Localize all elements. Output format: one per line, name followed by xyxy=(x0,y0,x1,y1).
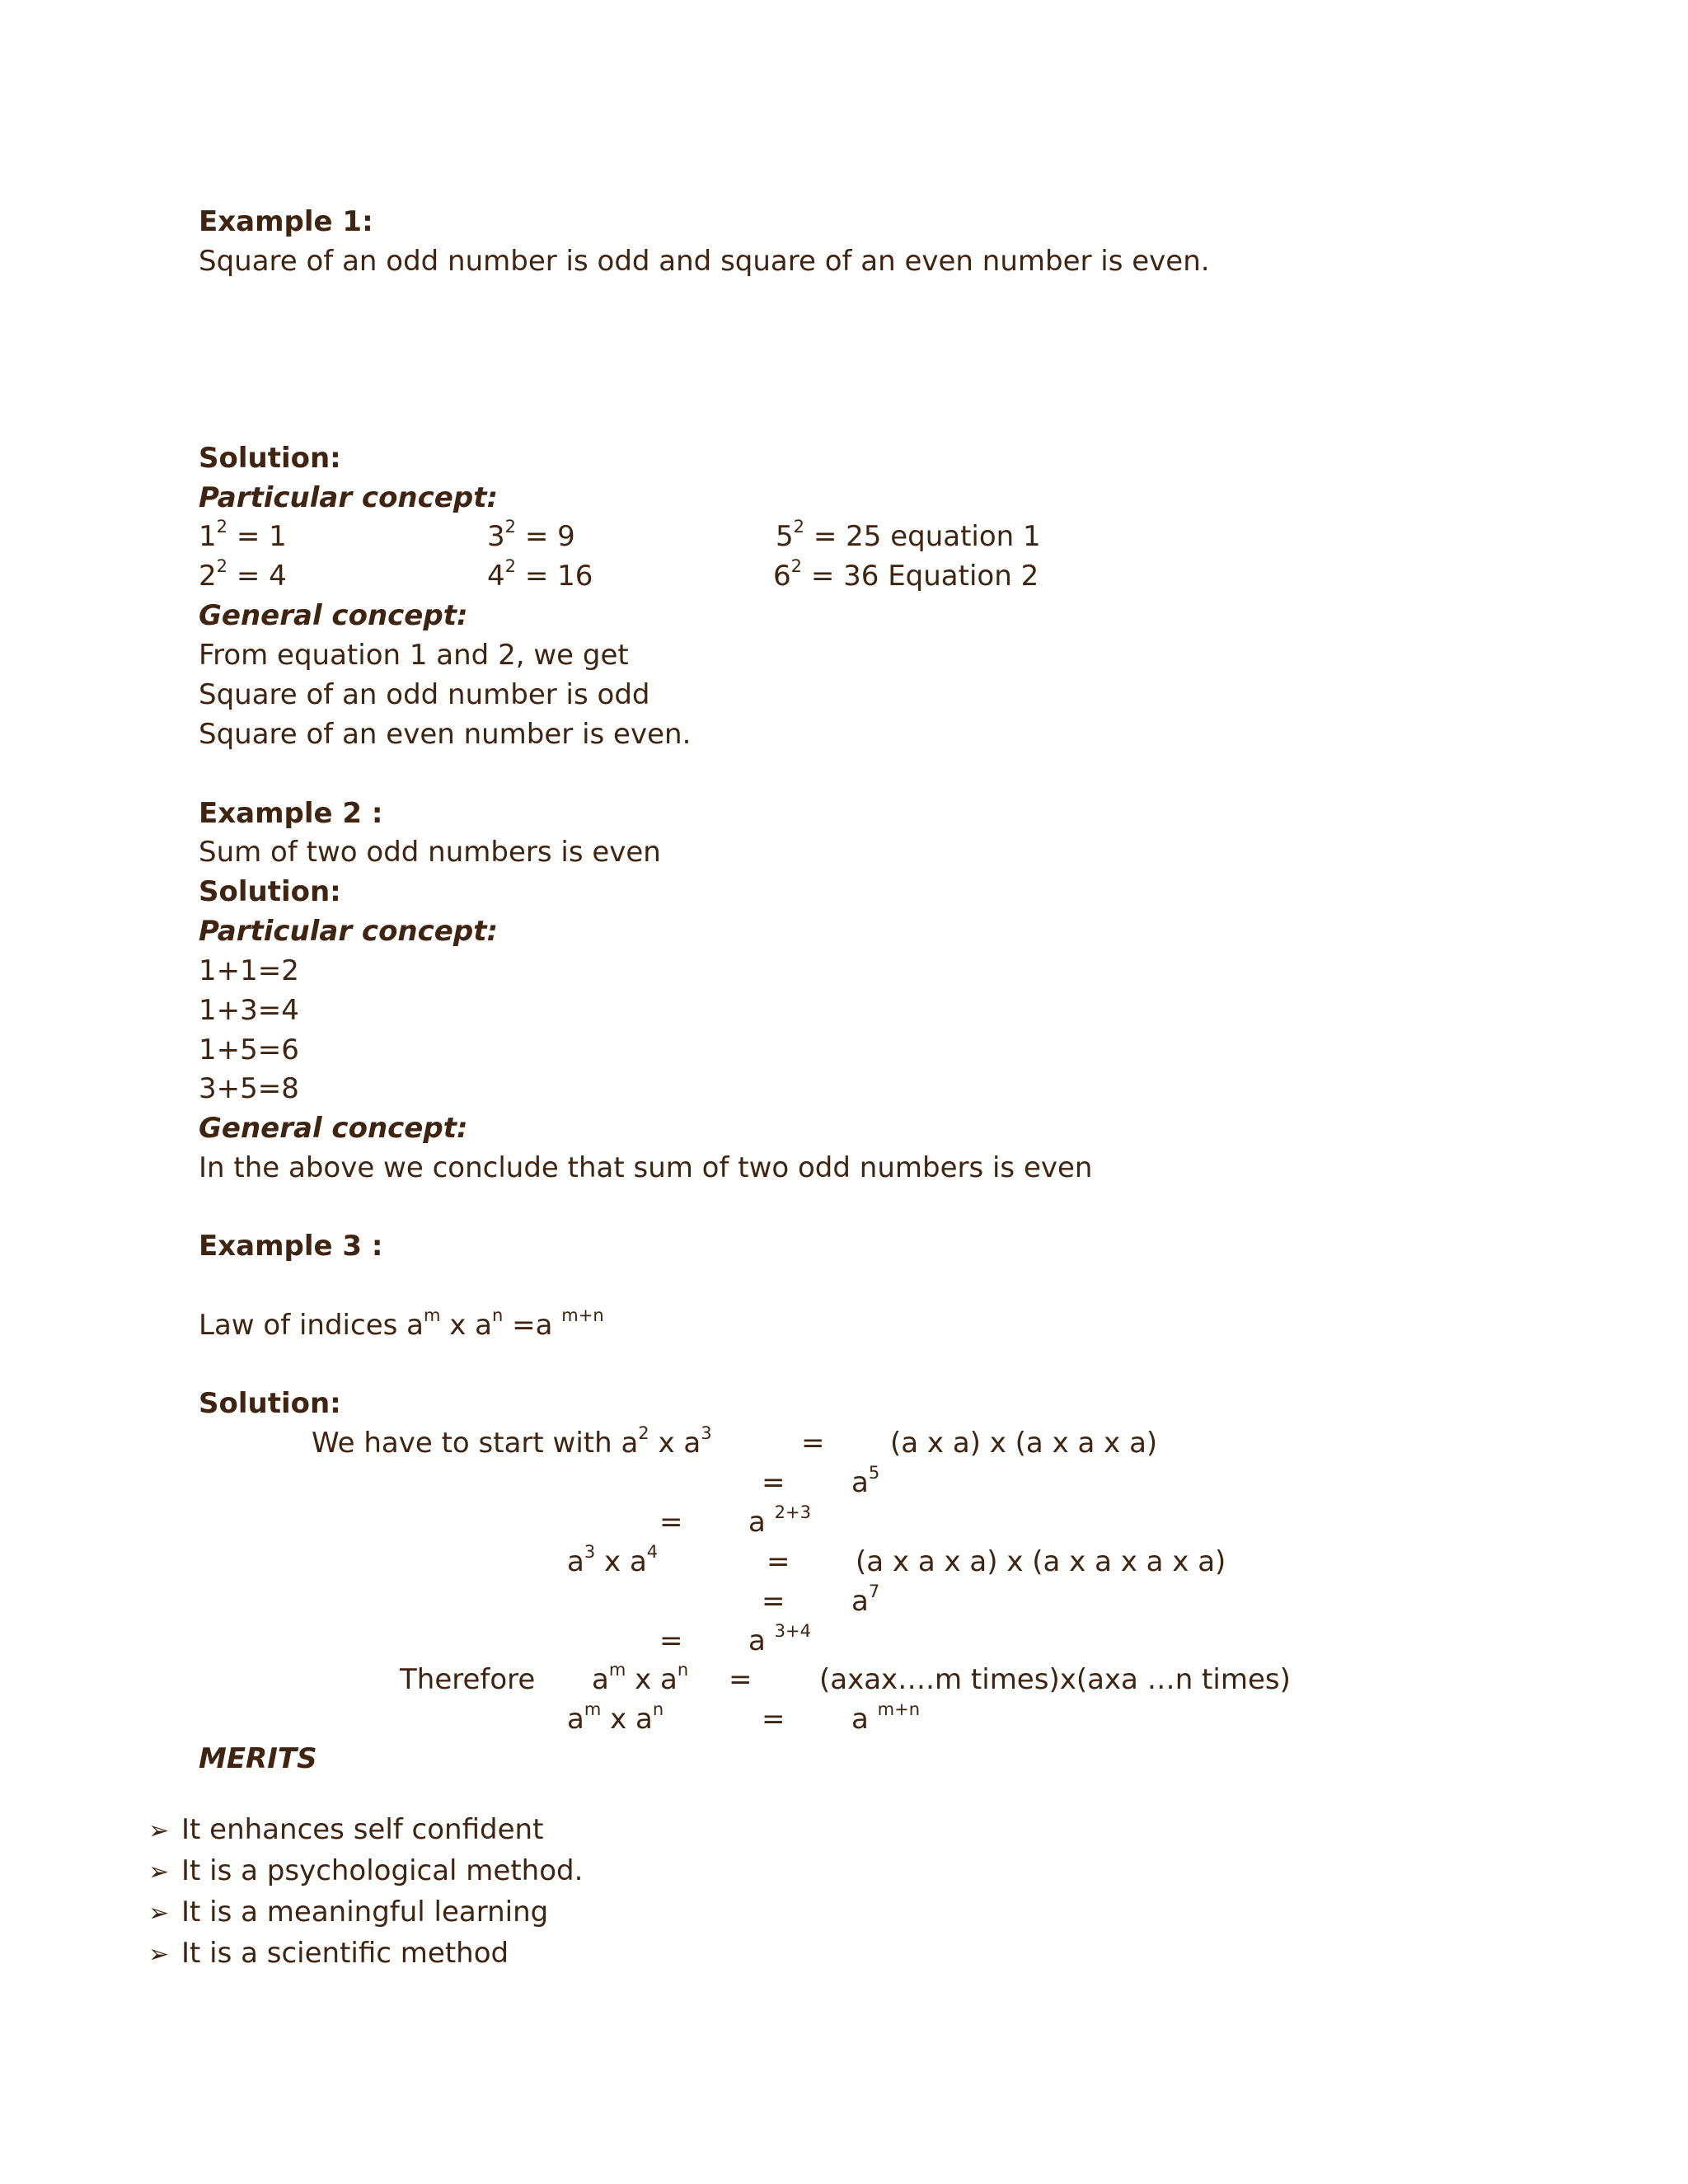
example1-general-line: Square of an odd number is odd xyxy=(199,678,650,711)
equals-sign: = xyxy=(801,1427,825,1460)
a-power-7: $a^7$ xyxy=(851,1582,880,1618)
law-of-indices: Law of indices $a^m$ x $a^n =a$ $^{m+n}$ xyxy=(199,1305,604,1342)
example2-statement: Sum of two odd numbers is even xyxy=(199,836,661,869)
therefore-label: Therefore xyxy=(400,1663,536,1696)
expansion-3: (axax….m times)x(axa …n times) xyxy=(819,1663,1291,1696)
equals-sign: = xyxy=(659,1624,683,1657)
example1-general-line: Square of an even number is even. xyxy=(199,718,692,751)
equals-sign: = xyxy=(762,1703,785,1736)
square-6: $6^2 = 36$ Equation 2 xyxy=(773,556,1039,593)
list-item: ➢ It is a meaningful learning xyxy=(148,1892,583,1933)
arrow-bullet-icon: ➢ xyxy=(148,1899,170,1928)
am-times-an-result: $a^m$ x $a^n$ xyxy=(567,1699,664,1736)
example2-heading: Example 2 : xyxy=(199,797,383,830)
example2-conclusion: In the above we conclude that sum of two odd numbers is even xyxy=(199,1151,1093,1184)
a3-times-a4: $a^3$ x $a^4$ xyxy=(567,1542,659,1578)
sum-line: 1+5=6 xyxy=(199,1033,299,1066)
equals-sign: = xyxy=(762,1585,785,1618)
list-item: ➢ It is a psychological method. xyxy=(148,1851,583,1892)
example3-solution-label: Solution: xyxy=(199,1387,341,1420)
a-power-3plus4: a $^{3+4}$ xyxy=(748,1621,811,1657)
sum-line: 3+5=8 xyxy=(199,1072,299,1105)
example1-heading: Example 1: xyxy=(199,205,373,238)
square-1: $1^2 = 1$ xyxy=(199,517,287,553)
example1-general-line: From equation 1 and 2, we get xyxy=(199,639,629,672)
arrow-bullet-icon: ➢ xyxy=(148,1816,170,1845)
example2-general-label: General concept: xyxy=(199,1112,468,1145)
arrow-bullet-icon: ➢ xyxy=(148,1940,170,1969)
sum-line: 1+3=4 xyxy=(199,994,299,1027)
sum-line: 1+1=2 xyxy=(199,954,299,987)
merits-heading: MERITS xyxy=(199,1742,317,1775)
expansion-2: (a x a x a) x (a x a x a x a) xyxy=(856,1545,1226,1578)
example1-solution-label: Solution: xyxy=(199,442,341,475)
example2-particular-label: Particular concept: xyxy=(199,915,499,948)
equals-sign: = xyxy=(762,1466,785,1499)
equals-sign: = xyxy=(729,1663,753,1696)
example1-statement: Square of an odd number is odd and square of an even number is even. xyxy=(199,245,1210,278)
arrow-bullet-icon: ➢ xyxy=(148,1858,170,1886)
list-item: ➢ It enhances self confident xyxy=(148,1810,583,1851)
example3-heading: Example 3 : xyxy=(199,1230,383,1263)
expansion-1: (a x a) x (a x a x a) xyxy=(890,1427,1158,1460)
square-3: $3^2 = 9$ xyxy=(487,517,575,553)
example1-particular-label: Particular concept: xyxy=(199,481,499,514)
example1-general-label: General concept: xyxy=(199,599,468,632)
merits-list xyxy=(148,1810,583,1975)
am-times-an: $a^m$ x $a^n$ xyxy=(592,1660,689,1696)
a-power-2plus3: a $^{2+3}$ xyxy=(748,1502,811,1539)
example2-solution-label: Solution: xyxy=(199,875,341,908)
equals-sign: = xyxy=(767,1545,790,1578)
square-5: $5^2 = 25$ equation 1 xyxy=(776,517,1041,553)
list-item: ➢ It is a scientific method xyxy=(148,1933,583,1975)
a-power-5: $a^5$ xyxy=(851,1463,880,1499)
square-4: $4^2 = 16$ xyxy=(487,556,593,593)
square-2: $2^2 = 4$ xyxy=(199,556,287,593)
a-power-mn: a $^{m+n}$ xyxy=(851,1699,921,1736)
equals-sign: = xyxy=(659,1506,683,1539)
start-expression: We have to start with $a^2$ x $a^3$ xyxy=(312,1423,712,1460)
